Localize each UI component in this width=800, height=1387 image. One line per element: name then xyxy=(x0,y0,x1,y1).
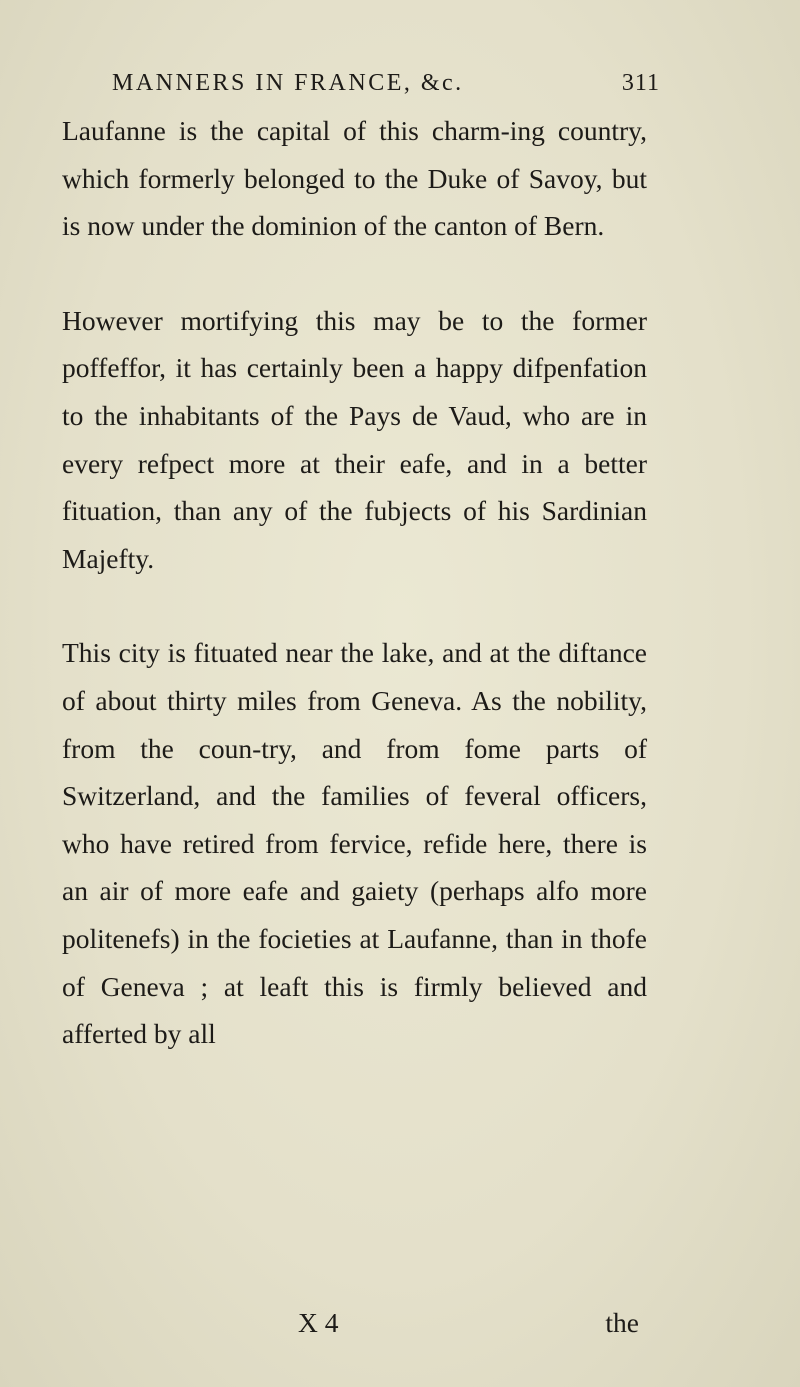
paragraph-2: However mortifying this may be to the former poffeffor, it has certainly been a happy difpenfation to the inhabitants of the Pays de Vaud, who are in every refpect more at their eafe, and in a better fituation, than any of the fubjects of his Sardinian Majefty. xyxy=(62,304,647,574)
paragraph-1: Laufanne is the capital of this charm-ing country, which formerly belonged to the Duke of Savoy, but is now under the dominion of the canton of Bern. xyxy=(62,115,647,242)
page-number: 311 xyxy=(621,70,660,96)
signature-mark: X 4 xyxy=(298,1307,339,1338)
page-footer xyxy=(62,1301,647,1345)
paragraph-3: This city is fituated near the lake, and at the diftance of about thirty miles from Geneva. As the nobility, from the coun-try, and from fome parts of Switzerland, and the families of feveral officers, who have retired from fervice, refide here, there is an air of more eafe and gaiety (perhaps alfo more politenefs) in the focieties at Laufanne, than in thofe of Geneva ; at leaft this is firmly believed and afferted by all xyxy=(62,637,647,1050)
running-title: MANNERS IN FRANCE, &c. xyxy=(112,70,464,96)
body-text xyxy=(62,107,647,1058)
page-header xyxy=(112,66,660,100)
catchword: the xyxy=(605,1307,639,1338)
